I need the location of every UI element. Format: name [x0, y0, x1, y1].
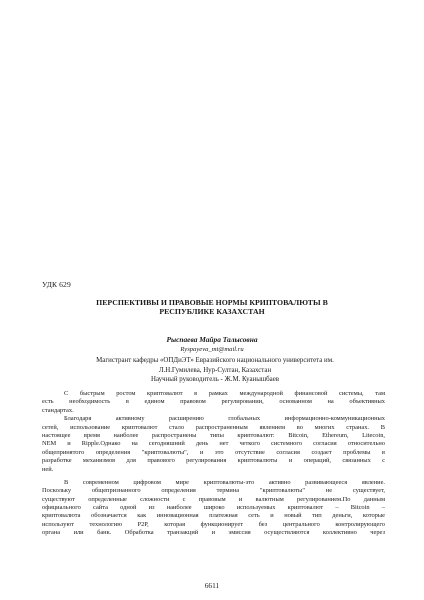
paper-title-line-1: ПЕРСПЕКТИВЫ И ПРАВОВЫЕ НОРМЫ КРИПТОВАЛЮТЫ В	[96, 298, 328, 307]
author-email: Ryspayeva_mt@mail.ru	[180, 346, 244, 353]
paper-title	[60, 298, 364, 317]
paragraph-line: сетей, использование криптовалют стало распространенным явлением во многих странах. В	[42, 423, 385, 431]
paragraph-line: существуют определенные сложности с правовым и валютным регулированием.По данным	[42, 495, 385, 503]
paragraph-line: используют технологию P2P, которая функционирует без центрального контролирующего	[42, 520, 385, 528]
paragraph-line: настоящее время наиболее распространены типы криптовалют: Bitcoin, Ethereum, Litecoin,	[42, 431, 385, 439]
paper-title-line-2: РЕСПУБЛИКЕ КАЗАХСТАН	[159, 307, 265, 317]
paragraph-line: стандартах.	[42, 406, 74, 414]
paragraph-2	[42, 415, 385, 474]
paragraph-line: Поскольку общепризнанного определения термина "криптовалюты" не существует,	[42, 487, 385, 495]
supervisor-line: Научный руководитель - Ж.М. Куанышбаев	[150, 376, 280, 384]
paragraph-line: NEM и Ripple.Однако на сегодняшний день нет четкого системного согласия относительно	[42, 440, 385, 448]
paragraph-line: есть необходимость в едином правовом регулировании, основанном на объективных	[42, 398, 385, 406]
paragraph-1	[42, 390, 385, 415]
paragraph-line: разработке механизмов для правового регулирования криптовалюты и операций, связанных с	[42, 457, 385, 465]
affiliation-line-1: Магистрант кафедры «ОПДиЭТ» Евразийского национального университета им.	[96, 357, 334, 364]
paragraph-line: официального сайта одной из наиболее широко используемых криптовалют – Bitcoin –	[42, 504, 385, 512]
body-text	[42, 390, 385, 538]
paragraph-line: криптовалюта обозначается как инновационная платежная сеть и новый тип деньги, которые	[42, 512, 385, 520]
udk-code: УДК 629	[42, 280, 71, 289]
paragraph-line: С быстрым ростом криптовалют в рамках международной финансовой системы, там	[64, 390, 385, 397]
paragraph-line: ней.	[42, 465, 54, 473]
paragraph-line: органа или банк. Обработка транзакций и эмиссия осуществляются коллективно через	[42, 529, 385, 537]
paragraph-line: В современном цифровом мире криптовалюты-это активно развивающееся явление.	[64, 478, 385, 486]
affiliation-line-2: Л.Н.Гумилева, Нур-Султан, Казахстан	[158, 366, 272, 374]
author-name: Рыспаева Майра Талысовна	[166, 335, 258, 344]
paragraph-line: общепринятого определения "криптовалюты", и это отсутствие согласия создает проблемы в	[42, 448, 385, 456]
paragraph-line: Благодаря активному расширению глобальных информационно-коммуникационных	[64, 415, 385, 423]
author-affiliation	[70, 356, 360, 385]
page-number: 6611	[204, 581, 220, 590]
paragraph-3	[42, 479, 385, 538]
